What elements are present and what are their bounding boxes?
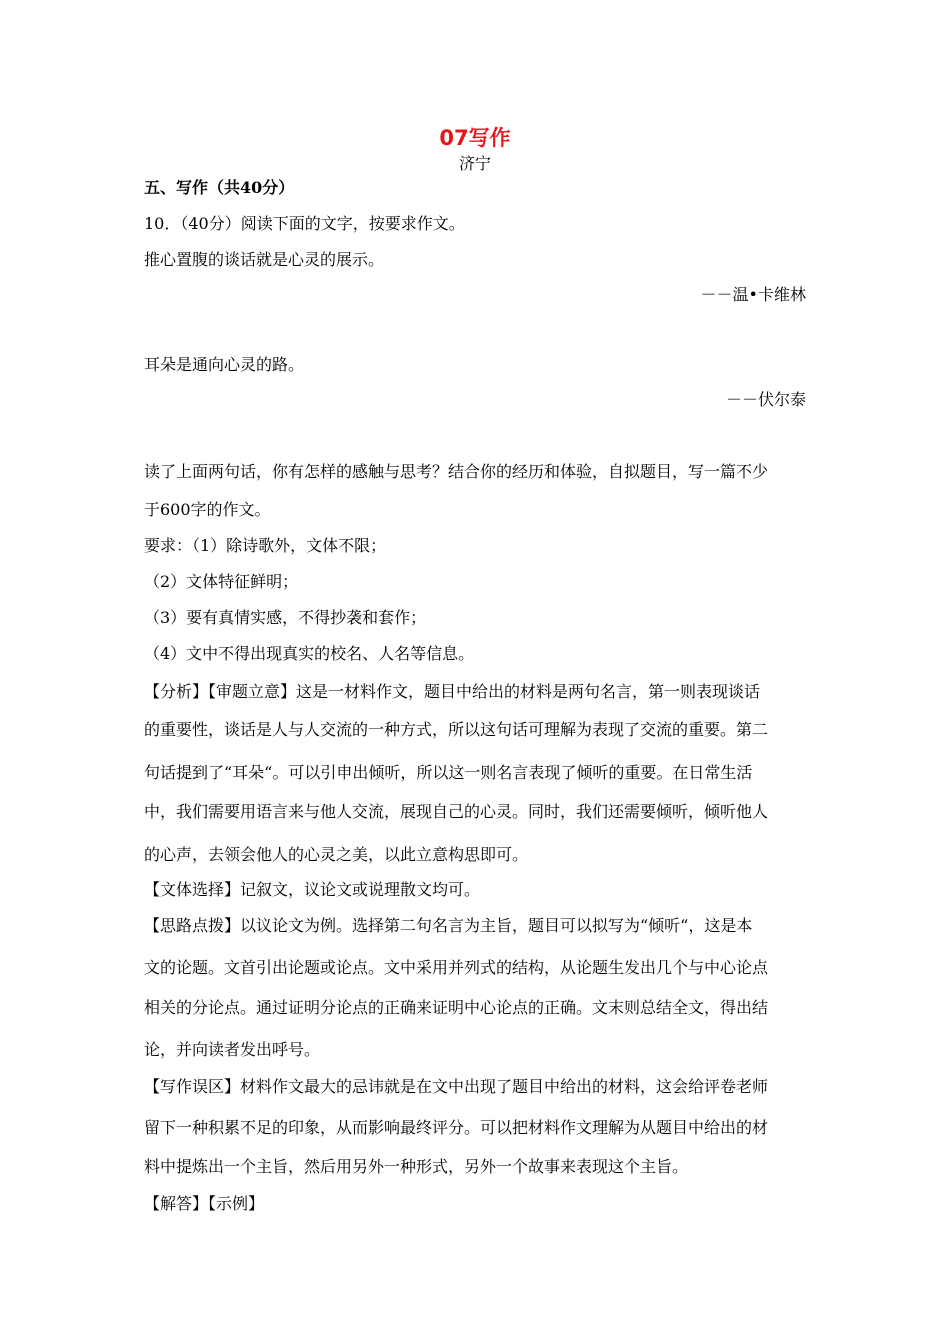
section-heading: 五、写作（共40分） [144,178,295,197]
quote-1-author: －－温•卡维林 [700,285,806,304]
genre-line: 【文体选择】记叙文，议论文或说理散文均可。 [144,880,481,899]
quote-2-author: －－伏尔泰 [725,390,806,409]
answer-line: 【解答】【示例】 [144,1194,265,1213]
analysis-line: 的重要性，谈话是人与人交流的一种方式，所以这句话可理解为表现了交流的重要。第二 [144,720,769,739]
guidance-line: 相关的分论点。通过证明分论点的正确来证明中心论点的正确。文末则总结全文，得出结 [144,998,769,1017]
prompt-line: 读了上面两句话，你有怎样的感触与思考？结合你的经历和体验，自拟题目，写一篇不少 [144,462,769,481]
analysis-line: 中，我们需要用语言来与他人交流，展现自己的心灵。同时，我们还需要倾听，倾听他人 [144,802,769,821]
analysis-line: 的心声，去领会他人的心灵之美，以此立意构思即可。 [144,845,529,864]
question-text: 10．（40分）阅读下面的文字，按要求作文。 [144,214,465,233]
requirement-line: （3）要有真情实感，不得抄袭和套作； [144,608,427,627]
mistakes-line: 留下一种积累不足的印象，从而影响最终评分。可以把材料作文理解为从题目中给出的材 [144,1118,769,1137]
mistakes-line: 【写作误区】材料作文最大的忌讳就是在文中出现了题目中给出的材料，这会给评卷老师 [144,1077,769,1096]
analysis-line: 句话提到了“耳朵“。可以引申出倾听，所以这一则名言表现了倾听的重要。在日常生活 [144,763,753,782]
guidance-line: 文的论题。文首引出论题或论点。文中采用并列式的结构，从论题生发出几个与中心论点 [144,958,769,977]
quote-2-text: 耳朵是通向心灵的路。 [144,355,305,374]
prompt-line: 于600字的作文。 [144,500,271,519]
guidance-line: 论，并向读者发出呼号。 [144,1040,321,1059]
mistakes-line: 料中提炼出一个主旨，然后用另外一种形式，另外一个故事来表现这个主旨。 [144,1157,689,1176]
analysis-line: 【分析】【审题立意】这是一材料作文，题目中给出的材料是两句名言，第一则表现谈话 [144,682,761,701]
document-subtitle: 济宁 [458,154,491,173]
quote-1-text: 推心置腹的谈话就是心灵的展示。 [144,250,385,269]
requirement-line: 要求：（1）除诗歌外，文体不限； [144,536,387,555]
guidance-line: 【思路点拨】以议论文为例。选择第二句名言为主旨，题目可以拟写为“倾听“，这是本 [144,916,753,935]
requirement-line: （2）文体特征鲜明； [144,572,299,591]
document-title: 07写作 [439,126,511,150]
requirement-line: （4）文中不得出现真实的校名、人名等信息。 [144,644,475,663]
